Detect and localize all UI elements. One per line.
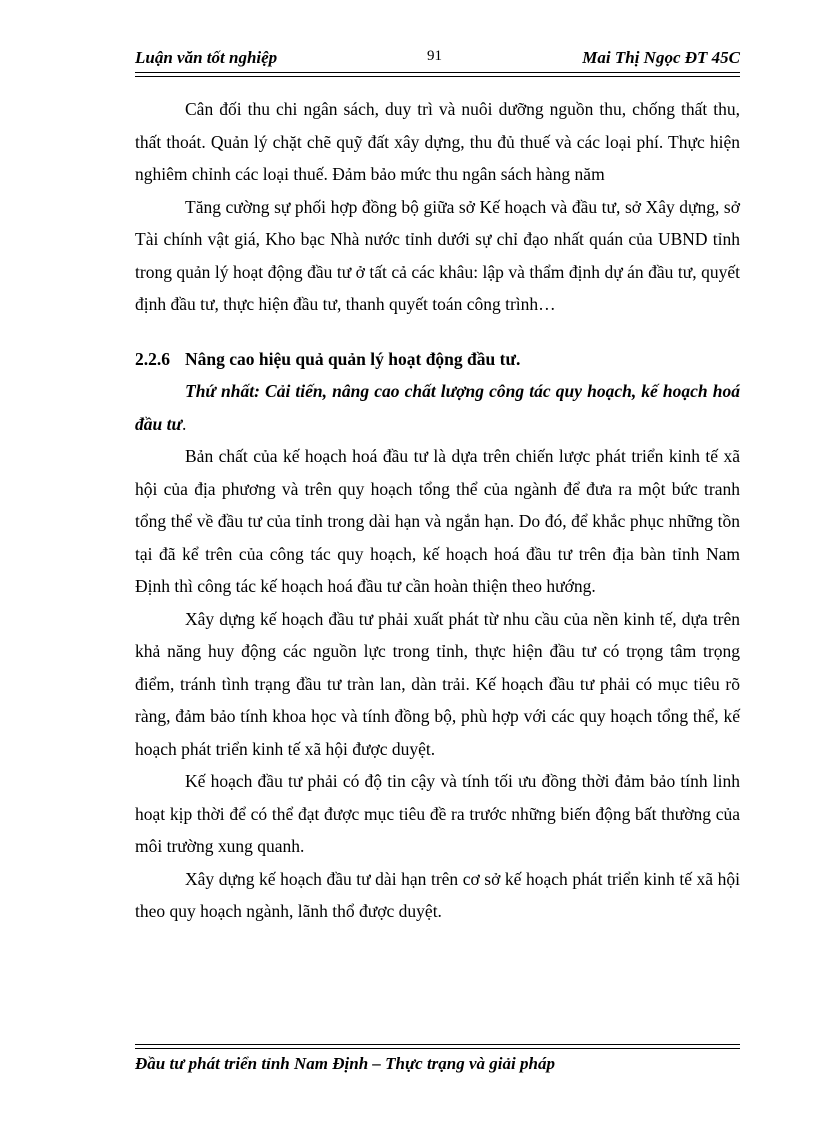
section-title: Nâng cao hiệu quả quản lý hoạt động đầu tư. (185, 348, 521, 369)
paragraph-long-term-plan: Xây dựng kế hoạch đầu tư dài hạn trên cơ sở kế hoạch phát triển kinh tế xã hội theo quy hoạch ngành, lãnh thổ được duyệt. (135, 868, 740, 921)
page-header (135, 48, 740, 72)
header-thesis-label: Luận văn tốt nghiệp (135, 48, 278, 67)
document-body (135, 93, 740, 928)
paragraph-plan-building: Xây dựng kế hoạch đầu tư phải xuất phát từ nhu cầu của nền kinh tế, dựa trên khả năng huy động các nguồn lực trong tỉnh, thực hiện đầu tư có trọng tâm trọng điểm, tránh tình trạng đầu tư tràn lan, dàn trải. Kế hoạch đầu tư phải có mục tiêu rõ ràng, đảm bảo tính khoa học và tính đồng bộ, phù hợp với các quy hoạch tổng thể, kế hoạch phát triển kinh tế xã hội được duyệt. (135, 608, 740, 759)
paragraph-budget: Cân đối thu chi ngân sách, duy trì và nuôi dưỡng nguồn thu, chống thất thu, thất thoát. Quản lý chặt chẽ quỹ đất xây dựng, thu đủ thuế và các loại phí. Thực hiện nghiêm chỉnh các loại thuế. Đảm bảo mức thu ngân sách hàng năm (135, 99, 740, 184)
section-number: 2.2.6 (135, 348, 170, 369)
subheading-end: . (181, 413, 187, 434)
footer-rule-thin (135, 1044, 740, 1045)
paragraph-plan-reliability: Kế hoạch đầu tư phải có độ tin cậy và tính tối ưu đồng thời đảm bảo tính linh hoạt kịp thời để có thể đạt được mục tiêu đề ra trước những biến động bất thường của môi trường xung quanh. (135, 771, 740, 856)
page-number: 91 (427, 48, 442, 64)
header-rule (135, 72, 740, 73)
header-rule-thin (135, 76, 740, 77)
section-heading (135, 343, 740, 376)
page-footer: Đầu tư phát triển tỉnh Nam Định – Thực trạng và giải pháp (135, 1054, 555, 1073)
paragraph-planning-nature: Bản chất của kế hoạch hoá đầu tư là dựa trên chiến lược phát triển kinh tế xã hội của địa phương và trên quy hoạch tổng thể của ngành để đưa ra một bức tranh tổng thể về đầu tư của tỉnh trong dài hạn và ngắn hạn. Do đó, để khắc phục những tồn tại đã kể trên của công tác quy hoạch, kế hoạch hoá đầu tư trên địa bàn tỉnh Nam Định thì công tác kế hoạch hoá đầu tư cần hoàn thiện theo hướng. (135, 446, 740, 596)
subheading-paragraph (135, 375, 740, 440)
footer-rule (135, 1048, 740, 1049)
subheading: Thứ nhất: Cải tiến, nâng cao chất lượng công tác quy hoạch, kế hoạch hoá đầu tư (135, 381, 740, 434)
header-author: Mai Thị Ngọc ĐT 45C (582, 48, 740, 67)
paragraph-coordination: Tăng cường sự phối hợp đồng bộ giữa sở Kế hoạch và đầu tư, sở Xây dựng, sở Tài chính vật giá, Kho bạc Nhà nước tỉnh dưới sự chỉ đạo nhất quán của UBND tỉnh trong quản lý hoạt động đầu tư ở tất cả các khâu: lập và thẩm định dự án đầu tư, quyết định đầu tư, thực hiện đầu tư, thanh quyết toán công trình… (135, 196, 740, 314)
